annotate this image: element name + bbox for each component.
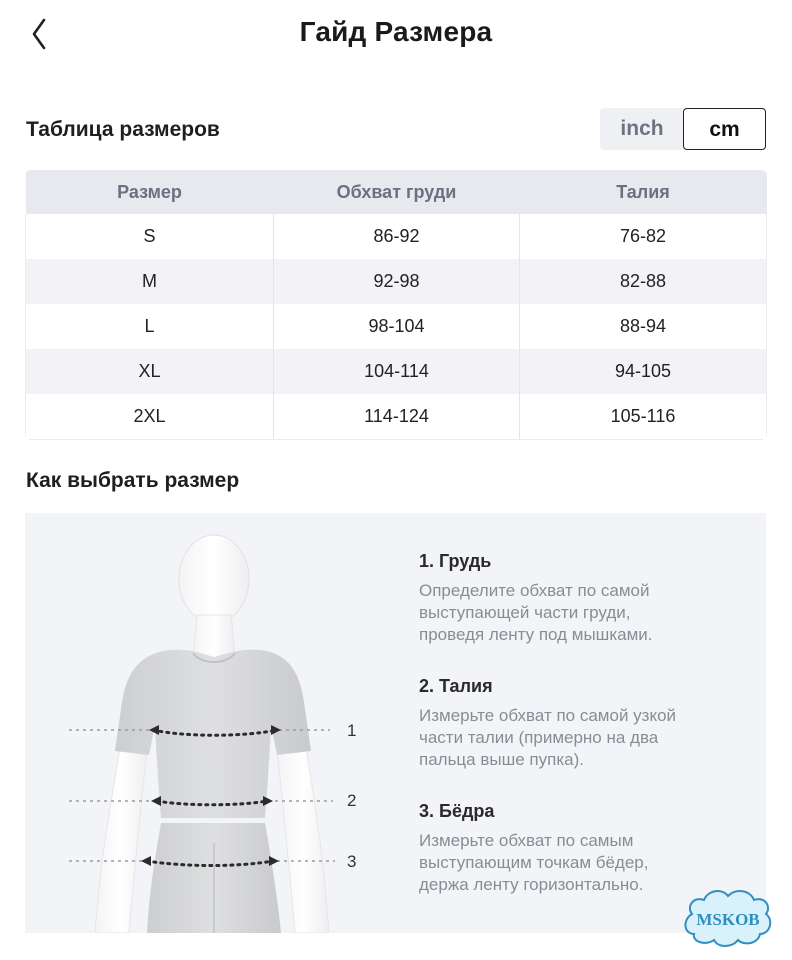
marker-waist-number: 2 [347,791,357,810]
top-bar [0,0,792,70]
mannequin-illustration [25,513,415,933]
unit-inch-button[interactable]: inch [600,108,684,150]
step-description [419,580,759,646]
table-header-row [26,170,767,214]
table-row [26,349,767,394]
desc-line: выступающим точкам бёдер, [419,853,649,872]
waist-cell: 105-116 [520,394,767,439]
mskob-watermark-logo [678,884,778,950]
step-title: 3. Бёдра [419,801,495,821]
desc-line: Измерьте обхват по самой узкой [419,706,677,725]
size-cell: L [26,304,274,349]
marker-chest-number: 1 [347,721,357,740]
chest-cell: 114-124 [274,394,520,439]
mannequin-neck [193,615,235,658]
mannequin-left-arm [95,741,147,933]
size-cell: M [26,259,274,304]
unit-toggle [600,108,766,150]
unit-cm-button[interactable]: cm [683,108,766,150]
mannequin-head [179,535,249,623]
waist-cell: 88-94 [520,304,767,349]
svg-text:MSKOB: MSKOB [696,910,760,929]
chest-cell: 92-98 [274,259,520,304]
size-cell: XL [26,349,274,394]
step-chest [419,551,759,646]
step-description [419,705,759,771]
step-title: 1. Грудь [419,551,492,571]
desc-line: проведя ленту под мышками. [419,625,653,644]
size-cell: 2XL [26,394,274,439]
step-waist [419,676,759,771]
column-header-chest: Обхват груди [336,181,457,202]
column-header-size: Размер [117,181,182,202]
table-row [26,394,767,439]
mannequin-right-arm [277,741,329,933]
table-row [26,214,767,259]
measurement-guide [25,513,766,933]
waist-cell: 82-88 [520,259,767,304]
marker-hip-number: 3 [347,852,357,871]
size-table [25,170,767,440]
page-title: Гайд Размера [299,16,493,47]
desc-line: пальца выше пупка). [419,750,584,769]
chest-cell: 104-114 [274,349,520,394]
table-row [26,259,767,304]
size-cell: S [26,214,274,259]
step-title: 2. Талия [419,676,493,696]
desc-line: выступающей части груди, [419,603,631,622]
waist-cell: 76-82 [520,214,767,259]
table-row [26,304,767,349]
desc-line: Измерьте обхват по самым [419,831,634,850]
chest-cell: 86-92 [274,214,520,259]
waist-cell: 94-105 [520,349,767,394]
step-hips [419,801,759,896]
desc-line: части талии (примерно на два [419,728,659,747]
desc-line: Определите обхват по самой [419,581,650,600]
chest-cell: 98-104 [274,304,520,349]
column-header-waist: Талия [616,181,670,202]
desc-line: держа ленту горизонтально. [419,875,644,894]
size-table-heading: Таблица размеров [26,118,220,141]
how-to-measure-heading: Как выбрать размер [26,469,240,492]
